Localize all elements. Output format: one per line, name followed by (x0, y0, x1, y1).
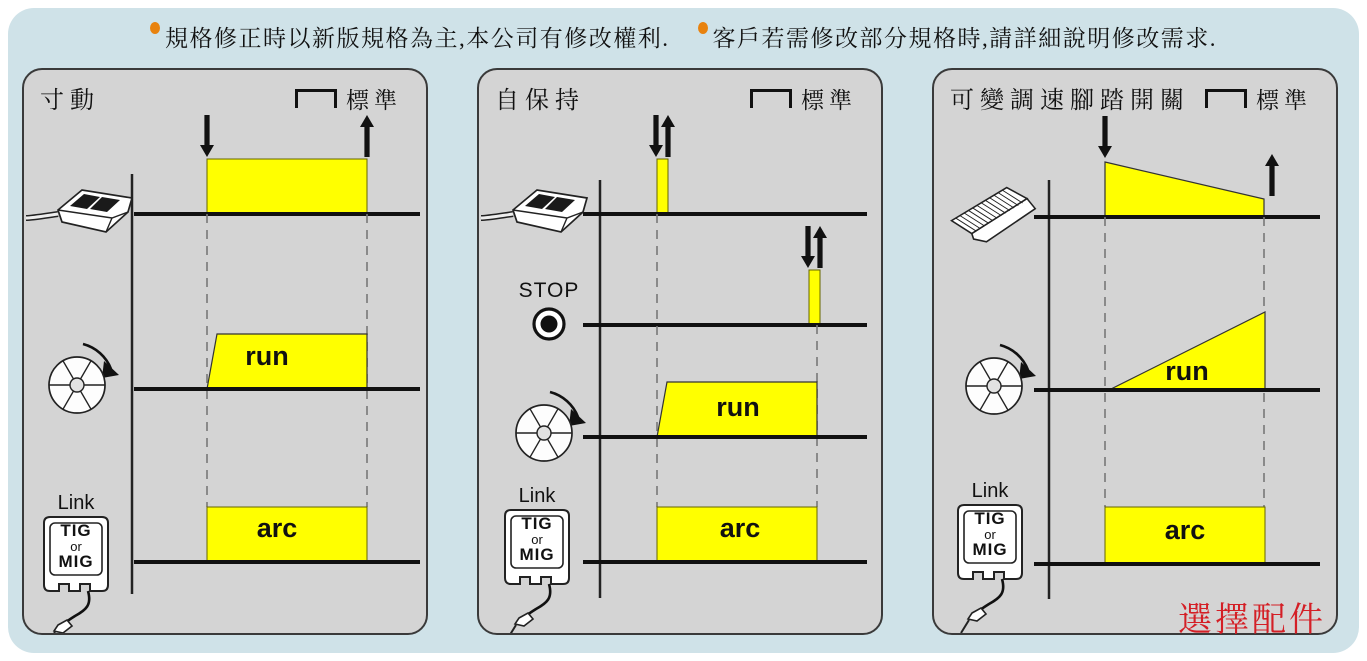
link-box-text (511, 515, 563, 564)
panel-variable-speed-mode (932, 68, 1338, 639)
bullet-icon (698, 22, 708, 34)
release-arrow-icon (360, 115, 374, 157)
dashed-guides (657, 214, 817, 507)
standard-label: 標準 (346, 88, 402, 113)
wire-feed-fan-icon (49, 344, 119, 413)
mig-label: MIG (519, 545, 555, 565)
link-box-text (50, 522, 102, 571)
variable-speed-pedal-icon (952, 188, 1036, 242)
note-customer (698, 20, 1218, 53)
press-arrow-icon (801, 226, 815, 268)
wire-feed-fan-icon (966, 345, 1036, 414)
mig-label: MIG (972, 540, 1008, 560)
stop-button-dot (541, 316, 558, 333)
arc-label: arc (256, 513, 298, 543)
standard-checkbox-icon (295, 89, 337, 108)
release-arrow-icon (661, 115, 675, 157)
panel-title: 寸動 (40, 88, 100, 114)
run-label: run (1165, 356, 1209, 386)
or-label: or (70, 538, 82, 554)
mig-label: MIG (58, 552, 94, 572)
press-arrow-icon (200, 115, 214, 157)
link-label: Link (518, 485, 556, 507)
note-revision-text: 規格修正時以新版規格為主,本公司有修改權利. (165, 26, 670, 51)
pedal-signal-shape (1105, 162, 1264, 217)
panel-jog-mode (22, 68, 428, 635)
stop-label: STOP (518, 279, 580, 302)
press-arrow-icon (1098, 116, 1112, 158)
pedal-pulse-bar (657, 159, 668, 214)
arc-label: arc (1164, 515, 1206, 545)
bullet-icon (150, 22, 160, 34)
standard-label: 標準 (801, 88, 857, 113)
standard-option (750, 82, 857, 115)
arc-label: arc (719, 513, 761, 543)
standard-checkbox-icon (750, 89, 792, 108)
panel-self-hold-mode (477, 68, 883, 635)
panel-title: 可變調速腳踏開關 (950, 88, 1190, 114)
stop-pulse-bar (809, 270, 820, 325)
release-arrow-icon (1265, 154, 1279, 196)
standard-option (1205, 82, 1312, 115)
foot-pedal-icon (26, 190, 132, 232)
optional-accessory-label: 選擇配件 (1178, 602, 1326, 639)
tig-label: TIG (974, 509, 1006, 528)
link-box-text (964, 510, 1016, 559)
tig-label: TIG (60, 521, 92, 540)
run-label: run (245, 341, 289, 371)
release-arrow-icon (813, 226, 827, 268)
note-revision (150, 20, 670, 53)
header-notes (0, 20, 1367, 53)
note-customer-text: 客戶若需修改部分規格時,請詳細說明修改需求. (712, 26, 1217, 51)
or-label: or (984, 526, 996, 542)
or-label: or (531, 531, 543, 547)
pedal-signal-bar (207, 159, 367, 214)
link-label: Link (971, 480, 1009, 502)
link-label: Link (57, 492, 95, 514)
standard-checkbox-icon (1205, 89, 1247, 108)
tig-label: TIG (521, 514, 553, 533)
standard-option (295, 82, 402, 115)
run-label: run (716, 392, 760, 422)
press-arrow-icon (649, 115, 663, 157)
panel-title: 自保持 (495, 88, 585, 114)
wire-feed-fan-icon (516, 392, 586, 461)
standard-label: 標準 (1256, 88, 1312, 113)
foot-pedal-icon (481, 190, 587, 232)
